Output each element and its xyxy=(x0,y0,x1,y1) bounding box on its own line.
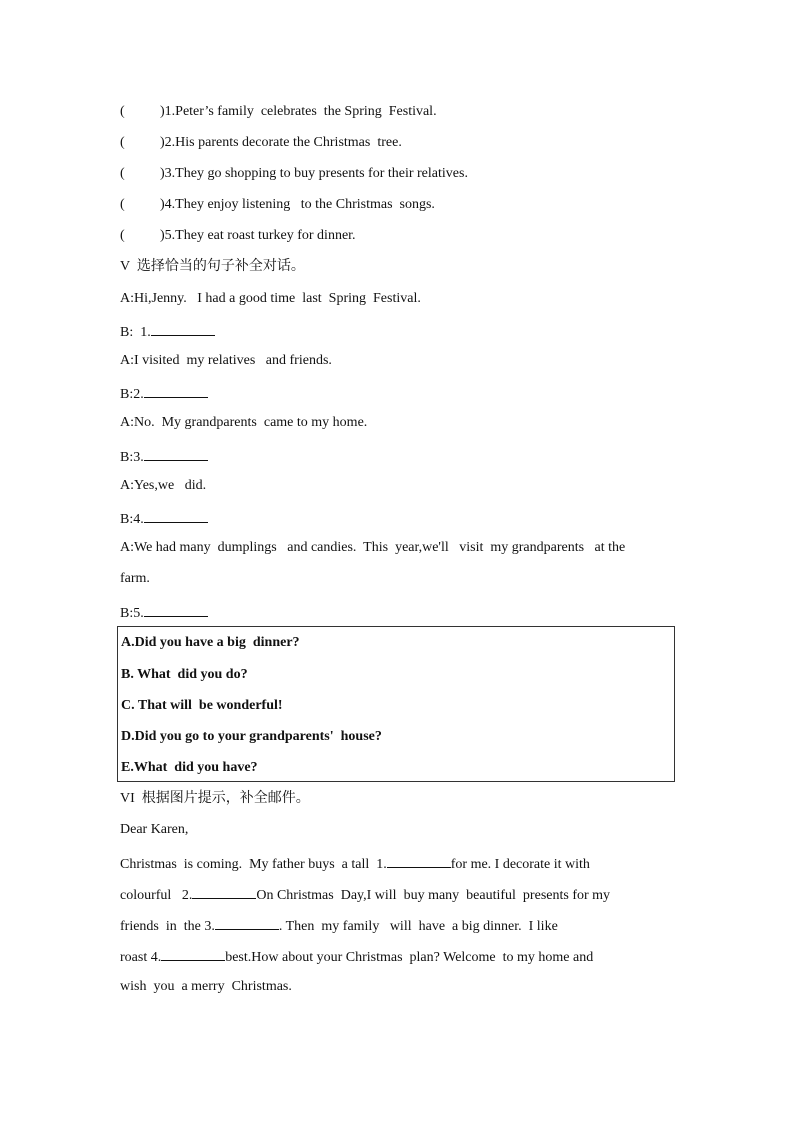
tf-item-5: ( )5. They eat roast turkey for dinner. xyxy=(120,228,356,243)
tf-item-2: ( )2. His parents decorate the Christmas tree. xyxy=(120,135,402,150)
dialogue-line-1: A:Hi,Jenny. I had a good time last Spring Festival. xyxy=(120,291,421,306)
letter-line-5: wish you a merry Christmas. xyxy=(120,979,292,994)
dialogue-line-2: B: 1. xyxy=(120,321,215,342)
tf-item-4: ( )4. They enjoy listening to the Christmas songs. xyxy=(120,197,435,212)
tf-item-number: )5. xyxy=(160,228,176,243)
dialogue-line-10: farm. xyxy=(120,571,150,586)
letter-greeting: Dear Karen, xyxy=(120,822,189,837)
option-c: C. That will be wonderful! xyxy=(121,698,283,713)
section-5-heading: V 选择恰当的句子补全对话。 xyxy=(120,259,305,274)
letter-line-1: Christmas is coming. My father buys a tall 1. for me. I decorate it with xyxy=(120,853,590,874)
letter-line-4: roast 4. best.How about your Christmas plan? Welcome to my home and xyxy=(120,946,593,967)
tf-item-text: Peter’s family celebrates the Spring Festival. xyxy=(175,104,437,119)
dialogue-line-9: A:We had many dumplings and candies. This year,we'll visit my grandparents at the xyxy=(120,540,626,555)
option-d: D.Did you go to your grandparents' house? xyxy=(121,729,382,744)
option-a: A.Did you have a big dinner? xyxy=(121,635,300,650)
dialogue-line-7: A:Yes,we did. xyxy=(120,478,207,493)
dialogue-line-4: B:2. xyxy=(120,383,208,404)
answer-blank-2[interactable] xyxy=(144,383,208,398)
tf-item-3: ( )3. They go shopping to buy presents for their relatives. xyxy=(120,166,468,181)
option-b: B. What did you do? xyxy=(121,667,248,682)
tf-item-number: )4. xyxy=(160,197,176,212)
tf-item-number: )1. xyxy=(160,104,176,119)
tf-item-text: His parents decorate the Christmas tree. xyxy=(175,135,402,150)
letter-line-2: colourful 2. On Christmas Day,I will buy many beautiful presents for my xyxy=(120,884,610,905)
dialogue-line-3: A:I visited my relatives and friends. xyxy=(120,353,332,368)
answer-blank-3[interactable] xyxy=(144,446,208,461)
dialogue-line-8: B:4. xyxy=(120,508,208,529)
tf-item-text: They enjoy listening to the Christmas songs. xyxy=(175,197,435,212)
tf-item-1: ( )1. Peter’s family celebrates the Spring Festival. xyxy=(120,104,437,119)
dialogue-line-5: A:No. My grandparents came to my home. xyxy=(120,415,368,430)
letter-blank-1[interactable] xyxy=(387,853,451,868)
section-6-heading: VI 根据图片提示，补全邮件。 xyxy=(120,791,310,806)
option-e: E.What did you have? xyxy=(121,760,258,775)
answer-blank-1[interactable] xyxy=(151,321,215,336)
tf-item-number: )3. xyxy=(160,166,176,181)
tf-item-text: They go shopping to buy presents for their relatives. xyxy=(175,166,468,181)
letter-blank-4[interactable] xyxy=(161,946,225,961)
dialogue-line-6: B:3. xyxy=(120,446,208,467)
answer-blank-5[interactable] xyxy=(144,602,208,617)
tf-item-text: They eat roast turkey for dinner. xyxy=(175,228,356,243)
tf-item-number: )2. xyxy=(160,135,176,150)
letter-blank-3[interactable] xyxy=(215,915,279,930)
options-box xyxy=(117,626,675,782)
letter-line-3: friends in the 3. . Then my family will have a big dinner. I like xyxy=(120,915,558,936)
dialogue-line-11: B:5. xyxy=(120,602,208,623)
letter-blank-2[interactable] xyxy=(192,884,256,899)
answer-blank-4[interactable] xyxy=(144,508,208,523)
